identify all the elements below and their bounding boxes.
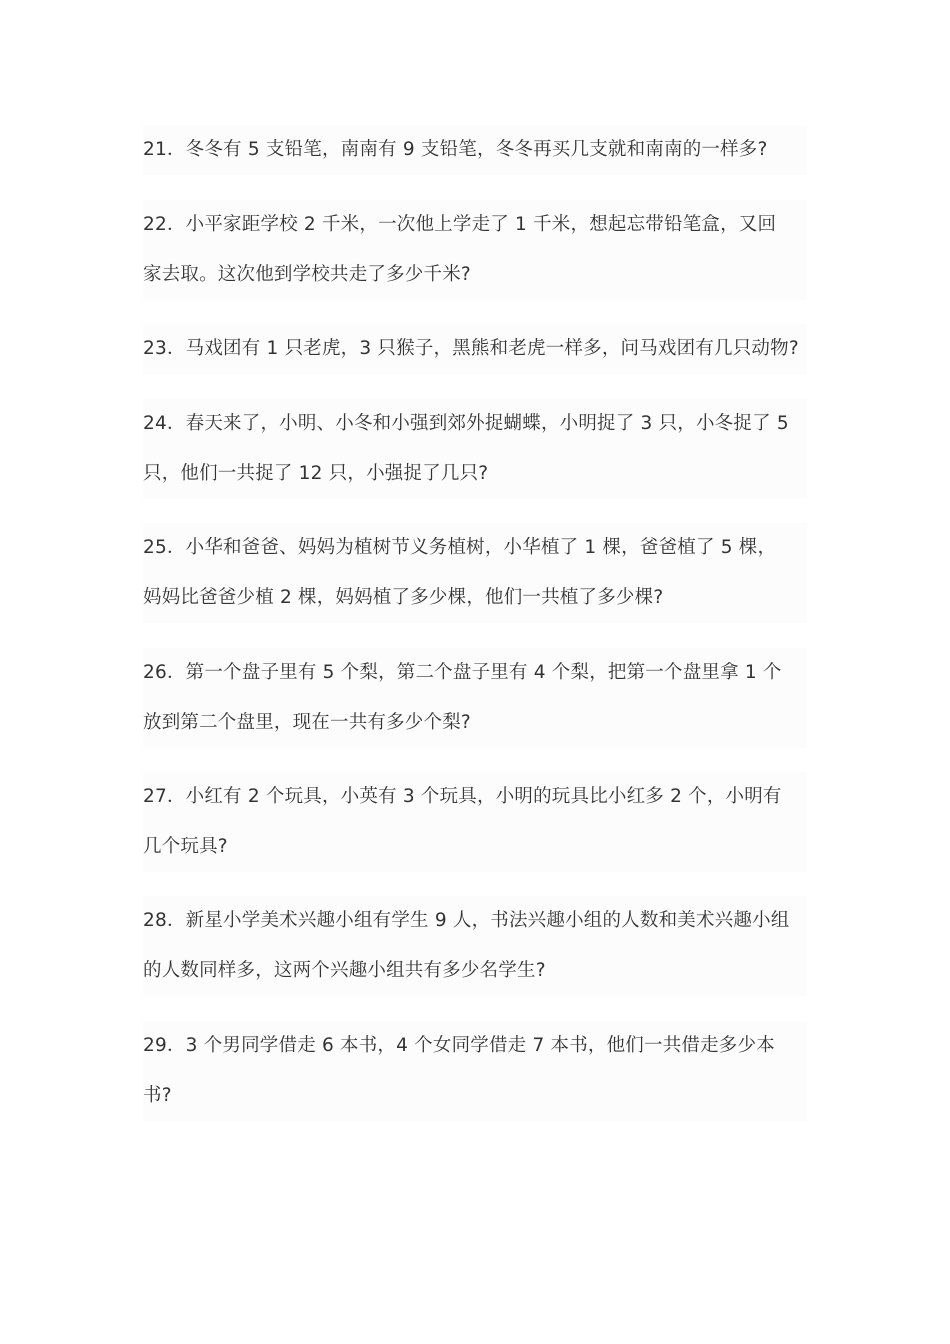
problem-26-line-1: 26．第一个盘子里有 5 个梨，第二个盘子里有 4 个梨，把第一个盘里拿 1 个: [143, 662, 782, 683]
problem-24: [143, 399, 807, 499]
problem-27: [143, 772, 807, 872]
problem-22-line-1: 22．小平家距学校 2 千米，一次他上学走了 1 千米，想起忘带铅笔盒，又回: [143, 214, 777, 235]
problem-29: [143, 1021, 807, 1121]
problem-22-line-2: 家去取。这次他到学校共走了多少千米?: [143, 264, 471, 285]
problem-23-line-1: 23．马戏团有 1 只老虎，3 只猴子，黑熊和老虎一样多，问马戏团有几只动物?: [143, 338, 799, 359]
problem-28-line-1: 28．新星小学美术兴趣小组有学生 9 人，书法兴趣小组的人数和美术兴趣小组: [143, 910, 790, 931]
problem-27-line-2: 几个玩具?: [143, 836, 228, 857]
problem-21: [143, 125, 807, 175]
problem-25-line-2: 妈妈比爸爸少植 2 棵，妈妈植了多少棵，他们一共植了多少棵?: [143, 587, 664, 608]
problem-23: [143, 324, 807, 374]
problem-24-line-1: 24．春天来了，小明、小冬和小强到郊外捉蝴蝶，小明捉了 3 只，小冬捉了 5: [143, 413, 789, 434]
problem-26: [143, 648, 807, 748]
problem-28-line-2: 的人数同样多，这两个兴趣小组共有多少名学生?: [143, 960, 546, 981]
problem-29-line-1: 29．3 个男同学借走 6 本书，4 个女同学借走 7 本书，他们一共借走多少本: [143, 1035, 775, 1056]
problem-24-line-2: 只，他们一共捉了 12 只，小强捉了几只?: [143, 463, 489, 484]
problem-21-line-1: 21．冬冬有 5 支铅笔，南南有 9 支铅笔，冬冬再买几支就和南南的一样多?: [143, 139, 768, 160]
problem-22: [143, 200, 807, 300]
problem-28: [143, 896, 807, 996]
problem-26-line-2: 放到第二个盘里，现在一共有多少个梨?: [143, 712, 471, 733]
problem-27-line-1: 27．小红有 2 个玩具，小英有 3 个玩具，小明的玩具比小红多 2 个，小明有: [143, 786, 782, 807]
problem-25-line-1: 25．小华和爸爸、妈妈为植树节义务植树，小华植了 1 棵，爸爸植了 5 棵，: [143, 537, 777, 558]
problem-25: [143, 523, 807, 623]
problem-29-line-2: 书?: [143, 1085, 172, 1106]
